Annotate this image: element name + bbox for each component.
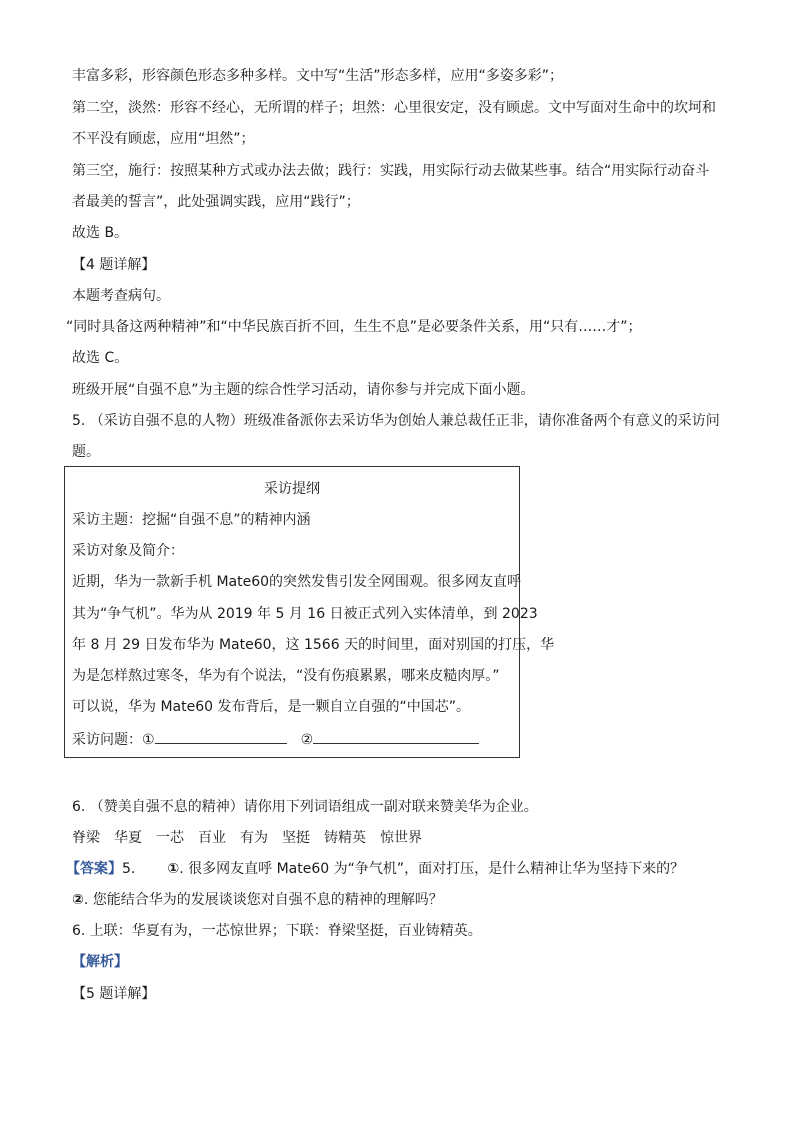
word-item: 一芯 <box>156 830 184 846</box>
question-2-mark: ② <box>300 732 314 748</box>
box-target: 采访对象及简介： <box>72 543 184 559</box>
paragraph-line: 班级开展“自强不息”为主题的综合性学习活动，请你参与并完成下面小题。 <box>72 382 535 398</box>
answer-1-text: . 很多网友直呼 Mate60 为“争气机”，面对打压，是什么精神让华为坚持下来的？ <box>179 861 685 877</box>
paragraph-line: “同时具备这两种精神”和“中华民族百折不回，生生不息”是必要条件关系，用“只有……才”； <box>66 319 642 335</box>
paragraph-line: 第三空，施行：按照某种方式或办法去做；践行：实践，用实际行动去做某些事。结合“用实际行动奋斗 <box>72 163 710 179</box>
questions-label: 采访问题： <box>72 732 142 748</box>
box-paragraph: 其为“争气机”。华为从 2019 年 5 月 16 日被正式列入实体清单，到 2023 <box>72 606 538 622</box>
box-title: 采访提纲 <box>264 481 320 497</box>
paragraph-line: 故选 B。 <box>72 225 129 241</box>
question-1-blank[interactable] <box>155 729 287 744</box>
box-paragraph: 可以说，华为 Mate60 发布背后，是一颗自立自强的“中国芯”。 <box>72 699 470 715</box>
paragraph-line: 不平没有顾虑，应用“坦然”； <box>72 131 255 147</box>
answer-2-mark: ② <box>72 892 84 908</box>
word-item: 华夏 <box>114 830 142 846</box>
word-list <box>72 828 436 848</box>
answer-number: 5. <box>122 861 136 877</box>
paragraph-line: 故选 C。 <box>72 350 129 366</box>
question-6-prompt: 6. （赞美自强不息的精神）请你用下列词语组成一副对联来赞美华为企业。 <box>72 799 538 815</box>
word-item: 有为 <box>240 830 268 846</box>
word-item: 脊梁 <box>72 830 100 846</box>
word-item: 惊世界 <box>380 830 422 846</box>
question-1-mark: ① <box>142 732 155 748</box>
interview-outline-box <box>64 466 555 758</box>
section-heading: 【5 题详解】 <box>72 986 156 1002</box>
answer-label: 【答案】 <box>66 861 122 877</box>
answer-row-1 <box>66 859 684 879</box>
analysis-label: 【解析】 <box>72 954 128 970</box>
question-5-prompt: 5. （采访自强不息的人物）班级准备派你去采访华为创始人兼总裁任正非，请你准备两个有意义的采访问 <box>72 413 720 429</box>
paragraph-line: 本题考查病句。 <box>72 288 170 304</box>
box-paragraph: 近期，华为一款新手机 Mate60的突然发售引发全网围观。很多网友直呼 <box>72 574 522 590</box>
paragraph-line: 者最美的誓言”，此处强调实践，应用“践行”； <box>72 194 360 210</box>
section-heading: 【4 题详解】 <box>72 257 156 273</box>
box-topic: 采访主题：挖掘“自强不息”的精神内涵 <box>72 512 311 528</box>
box-paragraph: 年 8 月 29 日发布华为 Mate60，这 1566 天的时间里，面对别国的打压，华 <box>72 637 555 653</box>
answer-1-mark: ① <box>167 861 180 877</box>
paragraph-line: 丰富多彩，形容颜色形态多种多样。文中写“生活”形态多样，应用“多姿多彩”； <box>72 68 564 84</box>
answer-2-text: . 您能结合华为的发展谈谈您对自强不息的精神的理解吗？ <box>83 892 443 908</box>
interview-questions-row <box>72 729 479 750</box>
word-item: 铸精英 <box>324 830 366 846</box>
word-item: 百业 <box>198 830 226 846</box>
paragraph-line: 第二空，淡然：形容不经心，无所谓的样子；坦然：心里很安定，没有顾虑。文中写面对生命中的坎坷和 <box>72 100 716 116</box>
answer-6: 6. 上联：华夏有为，一芯惊世界；下联：脊梁坚挺，百业铸精英。 <box>72 923 482 939</box>
question-2-blank[interactable] <box>313 729 479 744</box>
question-5-prompt-cont: 题。 <box>72 444 100 460</box>
answer-row-2 <box>72 890 443 910</box>
box-paragraph: 为是怎样熬过寒冬，华为有个说法，“没有伤痕累累，哪来皮糙肉厚。” <box>72 668 500 684</box>
word-item: 坚挺 <box>282 830 310 846</box>
